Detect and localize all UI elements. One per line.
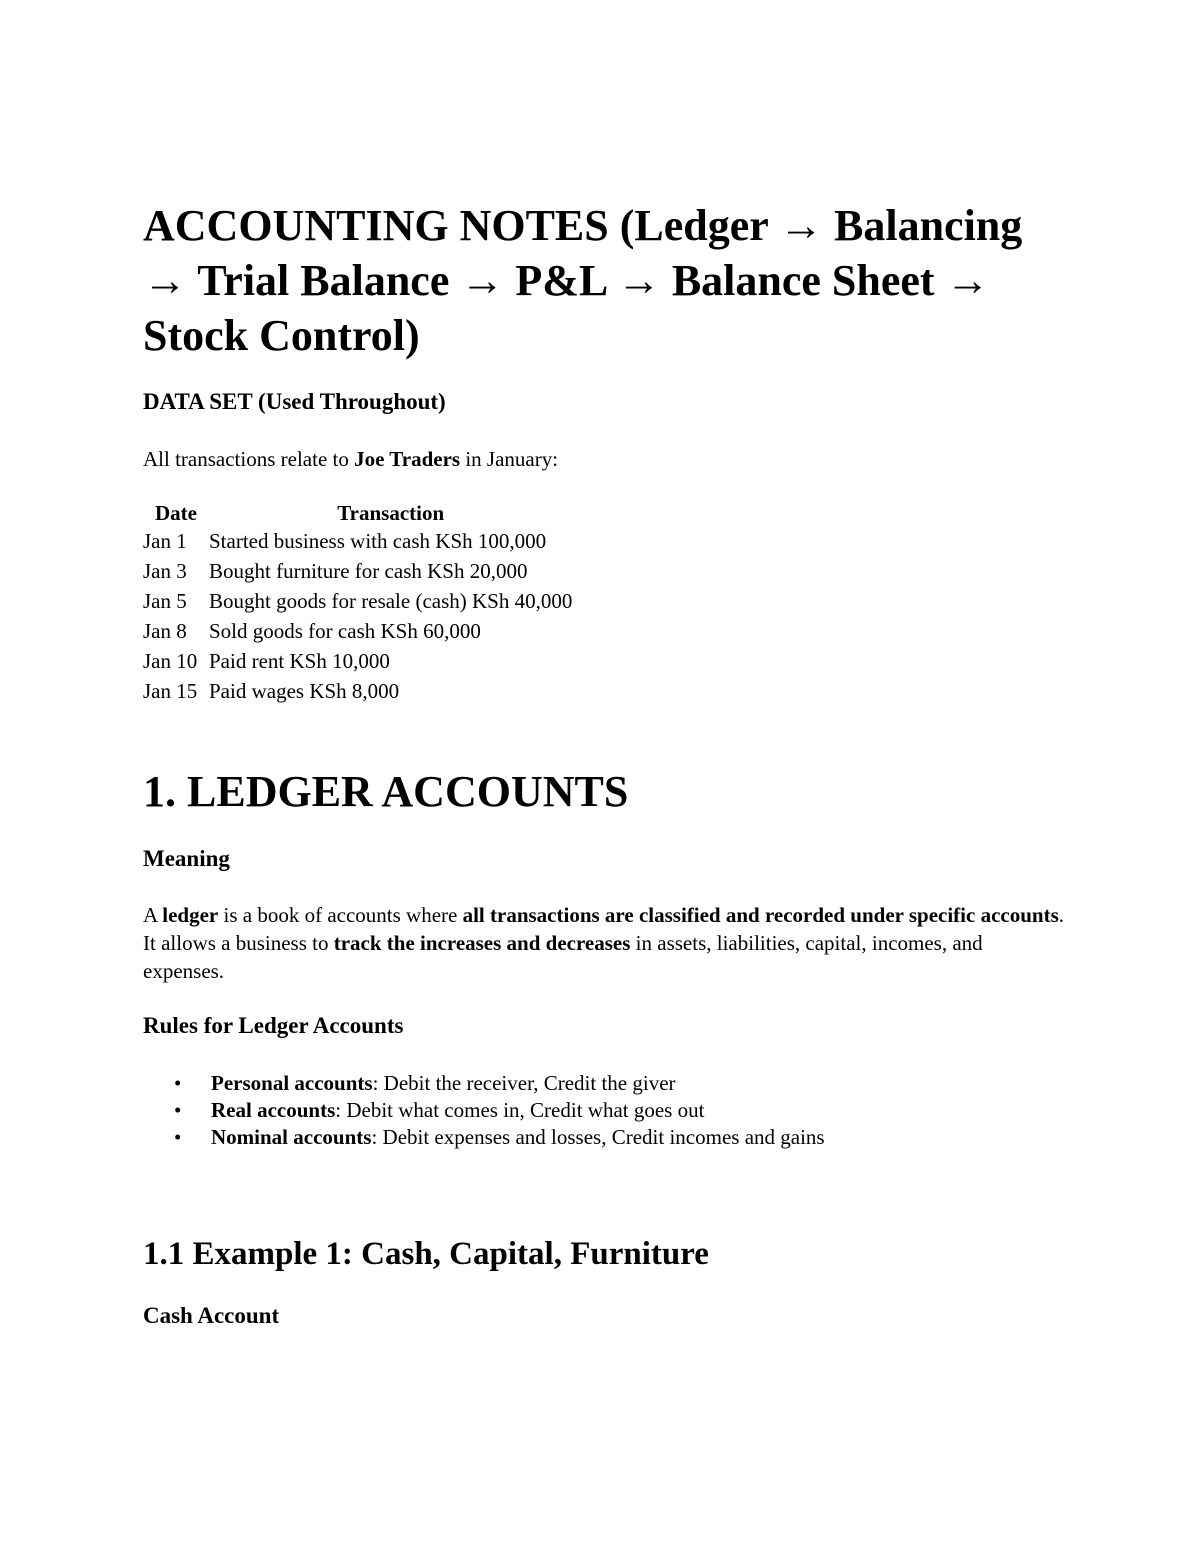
- rule-label: Nominal accounts: [211, 1125, 372, 1149]
- transactions-table: [143, 499, 572, 709]
- rule-label: Real accounts: [211, 1098, 336, 1122]
- cell-date: Jan 5: [143, 589, 187, 613]
- meaning-heading: Meaning: [143, 846, 230, 871]
- table-row: [143, 589, 572, 619]
- cell-date: Jan 1: [143, 529, 187, 553]
- list-item: [143, 1097, 825, 1124]
- bullet-icon: •: [174, 1071, 182, 1095]
- cash-account-heading: Cash Account: [143, 1303, 280, 1328]
- rule-text: : Debit what comes in, Credit what goes out: [335, 1098, 705, 1122]
- cell-date: Jan 15: [143, 679, 198, 703]
- meaning-text: A: [143, 903, 163, 927]
- bullet-icon: •: [174, 1125, 182, 1149]
- cell-transaction: Paid rent KSh 10,000: [209, 649, 390, 673]
- table-row: [143, 679, 572, 709]
- cell-transaction: Bought goods for resale (cash) KSh 40,000: [209, 589, 573, 613]
- section-heading-ledger-accounts: 1. LEDGER ACCOUNTS: [143, 767, 629, 816]
- document-title: ACCOUNTING NOTES (Ledger → Balancing → Trial Balance → P&L → Balance Sheet → Stock Control): [143, 201, 1023, 360]
- example-heading: 1.1 Example 1: Cash, Capital, Furniture: [143, 1236, 709, 1272]
- data-set-intro: [143, 445, 558, 473]
- column-header-date: Date: [155, 500, 197, 525]
- bullet-icon: •: [174, 1098, 182, 1122]
- meaning-text: . It allows a business to: [143, 903, 1064, 955]
- list-item: [143, 1124, 825, 1151]
- meaning-text: in assets, liabilities, capital, incomes, and expenses.: [143, 931, 983, 983]
- cell-transaction: Started business with cash KSh 100,000: [209, 529, 547, 553]
- cell-transaction: Bought furniture for cash KSh 20,000: [209, 559, 528, 583]
- rule-text: : Debit the receiver, Credit the giver: [372, 1071, 676, 1095]
- meaning-bold-ledger: ledger: [162, 903, 219, 927]
- table-row: [143, 619, 572, 649]
- intro-prefix: All transactions relate to: [143, 447, 355, 471]
- table-row: [143, 529, 572, 559]
- cell-date: Jan 3: [143, 559, 187, 583]
- meaning-text: is a book of accounts where: [218, 903, 463, 927]
- table-header-row: [143, 499, 572, 529]
- table-row: [143, 559, 572, 589]
- meaning-paragraph: [143, 901, 1068, 985]
- cell-date: Jan 8: [143, 619, 187, 643]
- rules-heading: Rules for Ledger Accounts: [143, 1013, 404, 1038]
- cell-transaction: Sold goods for cash KSh 60,000: [209, 619, 481, 643]
- cell-transaction: Paid wages KSh 8,000: [209, 679, 400, 703]
- column-header-transaction: Transaction: [337, 500, 445, 525]
- company-name: Joe Traders: [354, 447, 461, 471]
- rules-list: [143, 1070, 825, 1151]
- intro-suffix: in January:: [460, 447, 559, 471]
- data-set-heading: DATA SET (Used Throughout): [143, 389, 446, 414]
- table-row: [143, 649, 572, 679]
- cell-date: Jan 10: [143, 649, 198, 673]
- rule-label: Personal accounts: [211, 1071, 373, 1095]
- meaning-bold-track: track the increases and decreases: [333, 931, 631, 955]
- list-item: [143, 1070, 825, 1097]
- rule-text: : Debit expenses and losses, Credit incomes and gains: [371, 1125, 825, 1149]
- meaning-bold-classified: all transactions are classified and recorded under specific accounts: [462, 903, 1059, 927]
